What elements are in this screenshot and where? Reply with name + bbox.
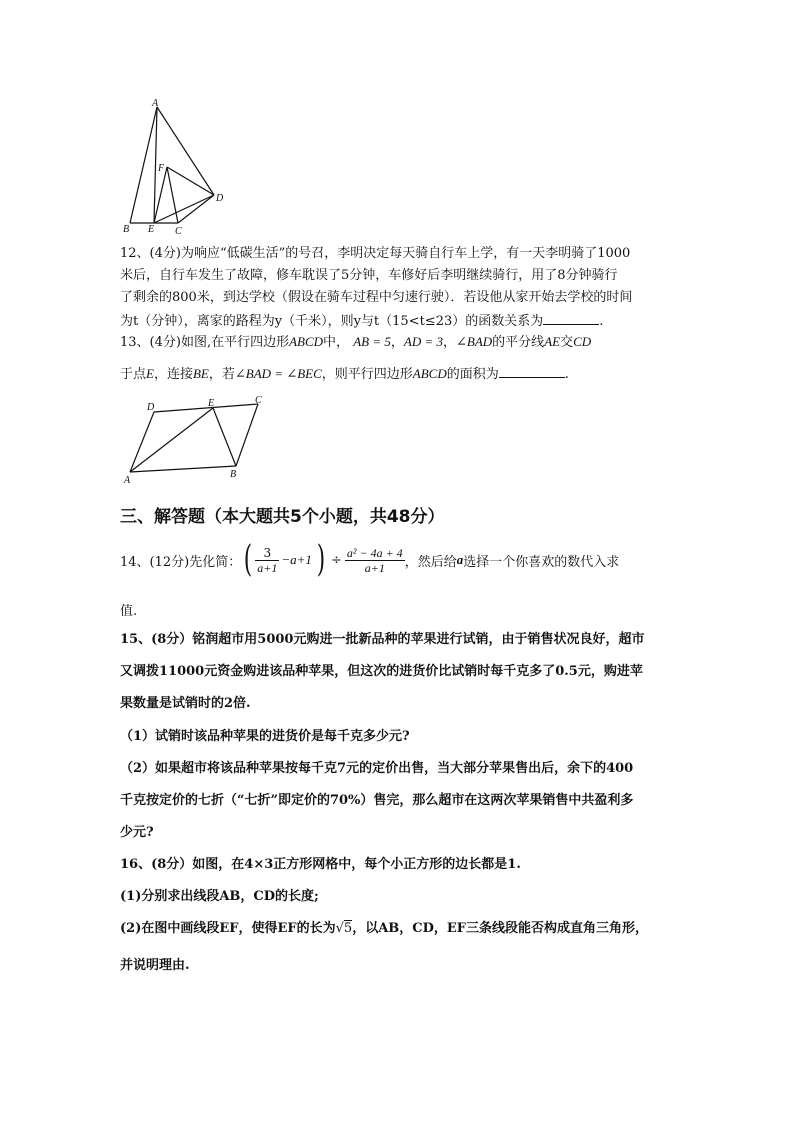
- q12-line-4: 为t（分钟），离家的路程为y（千米），则y与t（15<t≤23）的函数关系为 .: [120, 314, 604, 329]
- q15-line-7: 少元?: [120, 825, 154, 840]
- segment-EF: [154, 167, 167, 223]
- label-E: E: [148, 224, 155, 235]
- q13-line-2: 于点E，连接BE，若∠BAD = ∠BEC，则平行四边形ABCD的面积为 .: [120, 366, 569, 382]
- q14-fraction-1: $\frac{3}{a+1}$: [257, 545, 278, 575]
- q12-answer-blank[interactable]: [543, 312, 599, 325]
- label-C: C: [255, 395, 262, 406]
- section-heading: 三、解答题（本大题共5个小题，共48分）: [120, 507, 445, 527]
- q13-line-1: 13、(4分)如图,在平行四边形ABCD中， AB = 5，AD = 3，∠BAD的平分线AE交CD: [120, 334, 592, 350]
- label-B: B: [123, 224, 130, 235]
- segment-CB: [236, 404, 258, 466]
- label-A: A: [152, 98, 159, 109]
- label-B: B: [230, 469, 237, 480]
- q14-line-1: 14、(12分)先化简： ( $\frac{3}{a+1}$ −a+1 ) ÷ $\frac{\text{a² − 4a + 4}}{a+1}$ ，然后给 a 选择一个你喜欢的数代入求: [120, 539, 620, 580]
- q15-line-1: 15、(8分）铭润超市用5000元购进一批新品种的苹果进行试销，由于销售状况良好，超市: [120, 632, 645, 647]
- sqrt-symbol: √: [335, 921, 344, 936]
- q12-line-1: 12、(4分)为响应“低碳生活”的号召，李明决定每天骑自行车上学，有一天李明骑了1000: [120, 246, 631, 261]
- segment-EB: [213, 408, 236, 466]
- segment-DC: [154, 404, 258, 412]
- q13-answer-blank[interactable]: [499, 365, 565, 378]
- label-A: A: [124, 475, 131, 486]
- segment-AB: [130, 466, 236, 472]
- q16-line-3: (2)在图中画线段EF，使得EF的长为√5，以AB，CD，EF三条线段能否构成直角三角形，: [120, 921, 649, 936]
- q14-line-2: 值.: [120, 604, 138, 619]
- q15-line-6: 千克按定价的七折（“七折”即定价的70%）售完，那么超市在这两次苹果销售中共盈利多: [120, 793, 634, 808]
- label-D: D: [147, 402, 155, 413]
- q16-line-1: 16、(8分）如图，在4×3正方形网格中，每个小正方形的边长都是1.: [120, 857, 521, 872]
- triangle-figure: [118, 97, 238, 237]
- label-D: D: [216, 193, 224, 204]
- q15-line-3: 果数量是试销时的2倍.: [120, 696, 251, 711]
- segment-AE: [154, 107, 157, 223]
- label-E: E: [208, 398, 215, 409]
- parallelogram-figure: [118, 394, 278, 486]
- q15-line-2: 又调拨11000元资金购进该品种苹果，但这次的进货价比试销时每千克多了0.5元，购进苹: [120, 664, 643, 679]
- q15-line-4: （1）试销时该品种苹果的进货价是每千克多少元?: [120, 729, 410, 744]
- q12-line-2: 米后，自行车发生了故障，修车耽误了5分钟，车修好后李明继续骑行，用了8分钟骑行: [120, 268, 618, 283]
- q15-line-5: （2）如果超市将该品种苹果按每千克7元的定价出售，当大部分苹果售出后，余下的400: [120, 761, 634, 776]
- q16-line-4: 并说明理由.: [120, 958, 190, 973]
- segment-AB: [130, 107, 157, 223]
- label-C: C: [175, 226, 182, 237]
- q16-line-2: (1)分别求出线段AB，CD的长度;: [120, 889, 319, 904]
- q14-fraction-2: $\frac{\text{a² − 4a + 4}}{a+1}$: [346, 545, 403, 575]
- label-F: F: [158, 163, 165, 174]
- segment-AD: [157, 107, 214, 195]
- segment-FD: [167, 167, 214, 195]
- q12-line-3: 了剩余的800米，到达学校（假设在骑车过程中匀速行驶）．若设他从家开始去学校的时间: [120, 290, 633, 305]
